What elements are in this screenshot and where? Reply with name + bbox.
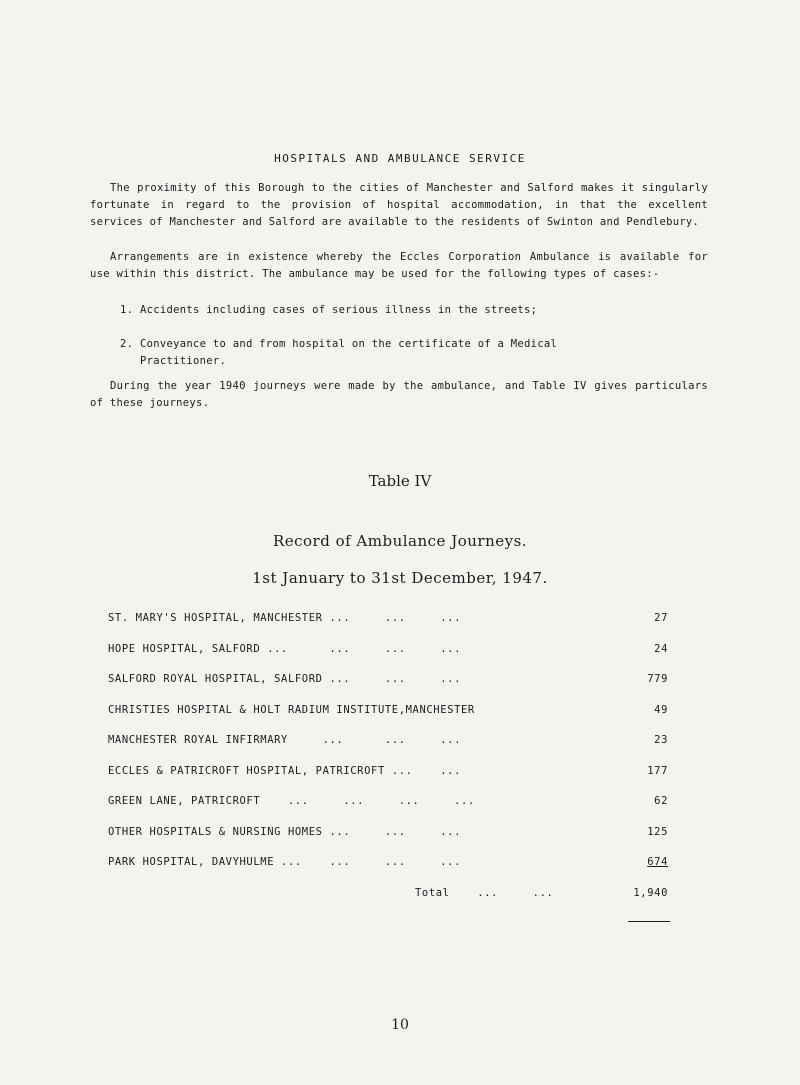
journey-count: 23 [654, 734, 668, 746]
table-title: Record of Ambulance Journeys. [272, 532, 528, 550]
hospital-name: ST. MARY'S HOSPITAL, MANCHESTER ... ... ... [108, 612, 461, 624]
case-item-1 [120, 302, 700, 319]
total-underline [628, 921, 670, 922]
table-row [108, 673, 668, 704]
total-row [108, 887, 668, 918]
hospital-name: MANCHESTER ROYAL INFIRMARY ... ... ... [108, 734, 461, 746]
journeys-paragraph: During the year 1940 journeys were made by the ambulance, and Table IV gives particulars of these journeys. [90, 380, 708, 409]
case-number: 1. [120, 304, 134, 316]
hospital-name: OTHER HOSPITALS & NURSING HOMES ... ... ... [108, 825, 461, 838]
page-number: 10 [391, 1017, 409, 1033]
table-number: Table IV [368, 472, 432, 490]
hospital-name: SALFORD ROYAL HOSPITAL, SALFORD ... ... ... [108, 673, 461, 685]
ambulance-paragraph: Arrangements are in existence whereby the Eccles Corporation Ambulance is available for use within this district. The ambulance may be used for the following types of cases:- [90, 251, 708, 280]
table-row [108, 704, 668, 735]
table-period: 1st January to 31st December, 1947. [252, 569, 548, 587]
journeys-table [108, 612, 668, 917]
case-text: Conveyance to and from hospital on the certificate of a Medical [140, 338, 558, 350]
journey-count: 177 [647, 764, 668, 777]
case-text-continued: Practitioner. [140, 355, 227, 367]
hospital-name: CHRISTIES HOSPITAL & HOLT RADIUM INSTITUTE,MANCHESTER [108, 703, 475, 716]
hospital-name: HOPE HOSPITAL, SALFORD ... ... ... ... [108, 642, 461, 655]
table-row [108, 765, 668, 796]
case-number: 2. [120, 338, 134, 350]
journey-count: 24 [654, 642, 668, 655]
hospital-name: ECCLES & PATRICROFT HOSPITAL, PATRICROFT ... ... [108, 764, 461, 777]
journey-count: 62 [654, 795, 668, 807]
table-row [108, 734, 668, 765]
journey-count: 125 [647, 825, 668, 838]
table-row [108, 856, 668, 887]
table-row [108, 826, 668, 857]
journey-count: 779 [647, 673, 668, 685]
journey-count: 674 [647, 856, 668, 868]
intro-paragraph: The proximity of this Borough to the cities of Manchester and Salford makes it singularly fortunate in regard to the provision of hospital accommodation, in that the excellent services of Manchester and Salford are available to the residents of Swinton and Pendlebury. [90, 182, 708, 228]
case-text: Accidents including cases of serious illness in the streets; [140, 304, 538, 316]
case-item-2 [120, 336, 700, 370]
hospital-name: PARK HOSPITAL, DAVYHULME ... ... ... ... [108, 856, 461, 868]
table-row [108, 795, 668, 826]
table-row [108, 612, 668, 643]
total-value: 1,940 [633, 886, 668, 899]
table-row [108, 643, 668, 674]
hospital-name: GREEN LANE, PATRICROFT ... ... ... ... [108, 795, 475, 807]
journey-count: 27 [654, 612, 668, 624]
journey-count: 49 [654, 703, 668, 716]
total-label: Total ... ... [415, 886, 554, 899]
section-heading: HOSPITALS AND AMBULANCE SERVICE [274, 152, 526, 165]
